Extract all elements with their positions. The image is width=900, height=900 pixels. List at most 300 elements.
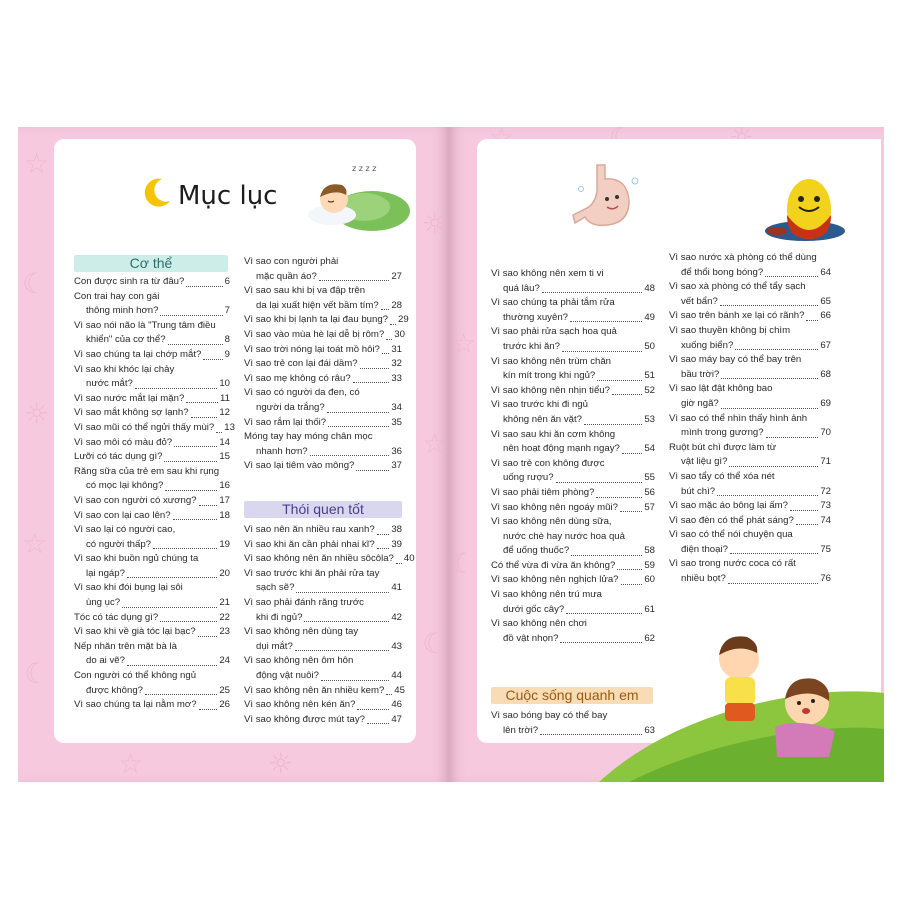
toc-page-number: 49: [644, 311, 655, 323]
toc-entry-title: Vì sao không nên ăn nhiều kem?: [244, 684, 385, 696]
toc-page-number: 47: [391, 713, 402, 725]
toc-page-number: 56: [644, 486, 655, 498]
toc-page-number: 10: [219, 378, 230, 390]
toc-entry: [491, 515, 655, 530]
dot-leader: [620, 511, 642, 512]
dot-leader: [367, 723, 389, 724]
toc-entry: [491, 471, 655, 486]
dot-leader: [127, 665, 217, 666]
section-header-co-the: Cơ thể: [74, 255, 228, 272]
toc-entry-title: Vì sao nên ăn nhiều rau xanh?: [244, 524, 375, 535]
toc-entry-title: Vì sao khi đói bụng lại sôi: [74, 582, 183, 594]
toc-entry-title: Vì sao lật đật không bao: [669, 383, 773, 395]
toc-entry: [74, 363, 230, 378]
toc-entry: [74, 348, 230, 363]
toc-page-number: 57: [644, 501, 655, 513]
toc-entry-title: Vì sao trẻ con không được: [491, 457, 605, 469]
toc-entry-title: bầu trời?: [681, 368, 720, 380]
toc-entry-title: Vì sao máy bay có thể bay trên: [669, 354, 802, 366]
toc-entry-title: Lưỡi có tác dụng gì?: [74, 451, 163, 463]
toc-page-number: 22: [219, 611, 230, 623]
toc-entry: [669, 353, 831, 368]
toc-entry: [244, 640, 402, 655]
toc-entry: [244, 343, 402, 358]
dot-leader: [377, 548, 390, 549]
toc-page-number: 67: [820, 339, 831, 351]
toc-entry: [244, 416, 402, 431]
dot-leader: [377, 534, 390, 535]
toc-entry: [244, 357, 402, 372]
toc-entry-title: Vì sao mắt không sợ lạnh?: [74, 407, 189, 419]
toc-entry-title: Vì sao phải đánh răng trước: [244, 596, 364, 608]
toc-entry: [74, 290, 230, 305]
dot-leader: [186, 402, 218, 403]
dot-leader: [570, 321, 642, 322]
toc-entry: [244, 581, 402, 596]
dot-leader: [165, 490, 217, 491]
dot-leader: [622, 453, 643, 454]
dot-leader: [328, 426, 389, 427]
toc-page-number: 17: [219, 494, 230, 506]
toc-page-number: 74: [820, 514, 831, 526]
toc-entry-title: Vì sao thuyền không bị chìm: [669, 324, 791, 336]
dot-leader: [160, 315, 222, 316]
toc-entry: [74, 494, 230, 509]
toc-entry: [491, 267, 655, 282]
toc-entry: [244, 713, 402, 728]
toc-entry: [244, 596, 402, 611]
star-pattern-icon: ☆: [451, 327, 477, 360]
toc-page-number: 52: [644, 384, 655, 396]
toc-entry-title: Vì sao không nên nhịn tiểu?: [491, 384, 610, 396]
dot-leader: [174, 446, 217, 447]
toc-page-number: 61: [644, 603, 655, 615]
toc-entry-title: lại ngáp?: [86, 567, 125, 579]
toc-entry: [491, 355, 655, 370]
toc-entry-title: Vì sao có người da đen, có: [244, 387, 360, 399]
dot-leader: [617, 569, 642, 570]
toc-entry: [74, 640, 230, 655]
dot-leader: [765, 276, 818, 277]
toc-entry: [244, 372, 402, 387]
toc-entry-title: Vì sao rắm lại thối?: [244, 416, 327, 428]
toc-page-number: 59: [644, 559, 655, 571]
moon-pattern-icon: ☾: [422, 627, 448, 660]
dot-leader: [164, 461, 217, 462]
toc-entry: [244, 284, 402, 299]
toc-page-number: 45: [394, 684, 405, 696]
toc-entry-title: vật liệu gì?: [681, 456, 728, 468]
toc-entry: [669, 397, 831, 412]
toc-entry-title: nên hoạt động mạnh ngay?: [503, 443, 620, 455]
dot-leader: [562, 351, 642, 352]
toc-entry-title: Vì sao khi bị lạnh ta lại đau bụng?: [244, 314, 389, 326]
toc-entry-title: Vì sao bóng bay có thể bay: [491, 710, 608, 721]
toc-page-number: 32: [391, 358, 402, 370]
toc-page-number: 12: [219, 407, 230, 419]
toc-entry: [669, 280, 831, 295]
toc-page-number: 70: [820, 427, 831, 439]
toc-entry: [669, 441, 831, 456]
toc-entry-title: Vì sao không nên chơi: [491, 618, 587, 630]
star-pattern-icon: ☆: [118, 747, 144, 780]
toc-entry-title: lên trời?: [503, 724, 539, 736]
toc-page-number: 37: [391, 460, 402, 472]
dot-leader: [127, 577, 217, 578]
toc-entry: [669, 324, 831, 339]
dot-leader: [168, 344, 223, 345]
toc-entry-title: Vì sao môi có màu đỏ?: [74, 436, 173, 448]
dot-leader: [721, 408, 819, 409]
dot-leader: [790, 510, 818, 511]
toc-page-number: 20: [219, 567, 230, 579]
toc-entry-title: do ai vẽ?: [86, 655, 125, 667]
toc-entry: [74, 698, 230, 713]
toc-entry: [244, 299, 402, 314]
toc-entry: [74, 275, 230, 290]
toc-entry-title: Vì sao phải tiêm phòng?: [491, 486, 595, 498]
toc-entry: [491, 530, 655, 545]
dot-leader: [160, 621, 217, 622]
toc-entry: [74, 436, 230, 451]
toc-page-number: 64: [820, 266, 831, 278]
toc-entry-title: Vì sao không nên ôm hôn: [244, 655, 354, 667]
dot-leader: [199, 709, 218, 710]
toc-page-number: 62: [644, 632, 655, 644]
toc-entry-title: nước chè hay nước hoa quả: [503, 530, 625, 542]
toc-entry-title: Vì sao khi ăn cần phải nhai kĩ?: [244, 538, 375, 550]
toc-entry: [669, 426, 831, 441]
toc-entry-title: Ruột bút chì được làm từ: [669, 441, 777, 453]
toc-entry-title: Vì sao có thể nói chuyện qua: [669, 529, 793, 541]
dot-leader: [186, 286, 222, 287]
toc-page-number: 26: [219, 699, 230, 711]
toc-entry-title: Vì sao con người có xương?: [74, 494, 197, 506]
toc-entry-title: Vì sao trời nóng lại toát mồ hôi?: [244, 343, 380, 355]
toc-entry: [74, 319, 230, 334]
toc-entry: [74, 684, 230, 699]
toc-entry: [491, 573, 655, 588]
toc-page-number: 71: [820, 456, 831, 468]
toc-entry-title: Vì sao trước khi ăn phải rửa tay: [244, 567, 380, 579]
toc-entry-title: nước mắt?: [86, 378, 133, 390]
dot-leader: [612, 394, 642, 395]
toc-page-number: 28: [391, 299, 402, 311]
toc-entry-title: Nếp nhăn trên mặt bà là: [74, 640, 177, 652]
toc-entry: [669, 368, 831, 383]
toc-page-number: 34: [391, 401, 402, 413]
dot-leader: [198, 636, 218, 637]
toc-entry-title: giờ ngã?: [681, 397, 719, 409]
toc-entry: [669, 412, 831, 427]
dot-leader: [135, 388, 217, 389]
toc-entry: [491, 413, 655, 428]
toc-page-number: 69: [820, 397, 831, 409]
svg-text:z z z z: z z z z: [352, 164, 377, 173]
toc-entry: [244, 270, 402, 285]
toc-entry: [491, 457, 655, 472]
toc-entry-title: Tóc có tác dụng gì?: [74, 611, 159, 623]
toc-entry-title: sạch sẽ?: [256, 582, 295, 594]
dot-leader: [153, 548, 217, 549]
dot-leader: [319, 280, 390, 281]
toc-page-number: 63: [644, 724, 655, 736]
toc-entry: [244, 313, 409, 328]
toc-entry: [491, 486, 655, 501]
toc-entry-title: dụi mắt?: [256, 640, 293, 652]
toc-entry: [491, 311, 655, 326]
toc-entry: [244, 538, 402, 553]
star-pattern-icon: ☆: [22, 527, 48, 560]
toc-entry-title: Vì sao không nên ngoáy mũi?: [491, 501, 618, 513]
open-book: [18, 127, 884, 782]
toc-entry-title: Vì sao khi về già tóc lại bạc?: [74, 626, 196, 638]
toc-entry: [669, 499, 831, 514]
toc-entry: [74, 333, 230, 348]
toc-entry: [244, 328, 405, 343]
dot-leader: [729, 466, 818, 467]
dot-leader: [766, 437, 819, 438]
toc-entry-title: mình trong gương?: [681, 427, 764, 439]
toc-entry-title: Vì sao nói não là "Trung tâm điều: [74, 319, 216, 331]
toc-entry-title: Vì sao trước khi đi ngủ: [491, 399, 588, 411]
toc-page-number: 73: [820, 500, 831, 512]
toc-entry: [669, 572, 831, 587]
toc-entry: [491, 501, 655, 516]
dot-leader: [730, 553, 818, 554]
dot-leader: [728, 583, 819, 584]
toc-entry-title: Vì sao không nên xem ti vi: [491, 268, 604, 279]
toc-page-number: 40: [403, 553, 415, 565]
toc-entry-title: người da trắng?: [256, 401, 325, 413]
toc-page-number: 68: [820, 368, 831, 380]
toc-entry-title: Vì sao con người phải: [244, 256, 339, 267]
toc-page-number: 18: [219, 509, 230, 521]
toc-column-1: [74, 275, 235, 713]
toc-entry: [74, 625, 230, 640]
toc-page-number: 25: [219, 684, 230, 696]
dot-leader: [216, 432, 222, 433]
toc-entry-title: Vì sao vào mùa hè lại dễ bị rôm?: [244, 328, 385, 340]
toc-entry: [669, 528, 831, 543]
dot-leader: [353, 382, 390, 383]
dot-leader: [621, 584, 643, 585]
toc-entry-title: khiển" của cơ thể?: [86, 334, 166, 346]
toc-column-2: [244, 255, 409, 474]
toc-entry: [244, 654, 402, 669]
toc-entry-title: Vì sao không nên trùm chăn: [491, 355, 611, 367]
toc-entry: [491, 282, 655, 297]
toc-entry: [244, 523, 402, 538]
toc-entry-title: Răng sữa của trẻ em sau khi rụng: [74, 465, 220, 477]
dot-leader: [597, 380, 642, 381]
toc-entry: [669, 339, 831, 354]
toc-page-number: 13: [224, 421, 235, 433]
sun-pattern-icon: ☼: [24, 397, 50, 430]
sleeping-child-illustration: [302, 159, 412, 231]
dot-leader: [386, 339, 392, 340]
toc-entry: [74, 654, 230, 669]
toc-entry-title: Vì sao không nên ăn nhiều sôcôla?: [244, 553, 394, 565]
dot-leader: [735, 349, 818, 350]
toc-page-number: 42: [391, 611, 402, 623]
children-on-grass-illustration: [599, 607, 884, 782]
dot-leader: [310, 455, 390, 456]
toc-entry-title: Vì sao nước xà phòng có thể dùng: [669, 252, 817, 263]
toc-entry-title: ùng ục?: [86, 597, 121, 609]
section-header-thoi-quen-tot: Thói quen tốt: [244, 501, 402, 518]
toc-page-number: 66: [820, 310, 831, 322]
toc-entry: [244, 459, 402, 474]
toc-page-number: 31: [391, 343, 402, 355]
toc-entry: [669, 251, 831, 266]
toc-page-number: 53: [644, 413, 655, 425]
toc-page-number: 38: [391, 524, 402, 535]
toc-entry-title: nhiều bọt?: [681, 573, 726, 585]
toc-entry: [244, 401, 402, 416]
toc-page-number: 21: [219, 597, 230, 609]
toc-page-number: 6: [224, 276, 230, 287]
dot-leader: [381, 309, 390, 310]
toc-entry-title: Có thể vừa đi vừa ăn không?: [491, 559, 616, 571]
toc-entry-title: trước khi ăn?: [503, 340, 560, 352]
toc-entry-title: động vật nuôi?: [256, 669, 319, 681]
toc-page-number: 8: [224, 334, 230, 346]
toc-entry-title: không nên ăn vặt?: [503, 413, 582, 425]
toc-entry-title: Con được sinh ra từ đâu?: [74, 276, 185, 287]
toc-entry: [74, 669, 230, 684]
toc-entry-title: Vì sao nước mắt lại mặn?: [74, 392, 185, 404]
toc-entry: [74, 567, 230, 582]
toc-entry-title: Vì sao không được mút tay?: [244, 713, 365, 725]
toc-entry: [669, 514, 831, 529]
toc-entry: [244, 669, 402, 684]
toc-page-number: 43: [391, 640, 402, 652]
toc-entry: [244, 684, 405, 699]
toc-entry: [244, 255, 402, 270]
toc-entry: [491, 398, 655, 413]
toc-entry-title: Vì sao lại có người cao,: [74, 524, 176, 536]
dot-leader: [321, 680, 389, 681]
toc-entry: [74, 377, 230, 392]
toc-entry-title: Vì sao sau khi bị va đập trên: [244, 285, 366, 297]
star-pattern-icon: ☆: [24, 147, 50, 180]
toc-entry: [491, 559, 655, 574]
toc-entry: [244, 430, 402, 445]
toc-page-number: 76: [820, 573, 831, 585]
toc-page-number: 46: [391, 699, 402, 711]
toc-entry-title: da lại xuất hiện vết bầm tím?: [256, 299, 379, 311]
moon-icon: [140, 175, 174, 209]
toc-page-number: 29: [398, 314, 409, 326]
toc-entry: [244, 552, 415, 567]
dot-leader: [199, 505, 218, 506]
toc-entry-title: điện thoại?: [681, 543, 728, 555]
toc-page-number: 19: [219, 538, 230, 550]
toc-page-number: 75: [820, 543, 831, 555]
toc-entry-title: Con trai hay con gái: [74, 290, 160, 302]
toc-entry: [244, 386, 402, 401]
toc-entry: [74, 450, 230, 465]
toc-column-3: [491, 267, 655, 646]
toc-entry: [669, 485, 831, 500]
toc-page-number: 30: [394, 328, 405, 340]
toc-entry-title: Vì sao trẻ con lại đái dầm?: [244, 358, 358, 370]
toc-entry-title: Móng tay hay móng chân mọc: [244, 431, 373, 443]
toc-entry: [491, 588, 655, 603]
toc-entry: [74, 596, 230, 611]
toc-page-number: 72: [820, 485, 831, 497]
toc-entry: [244, 698, 402, 713]
moon-pattern-icon: ☾: [22, 267, 48, 300]
toc-entry-title: Vì sao lại tiêm vào mông?: [244, 460, 355, 472]
dot-leader: [122, 607, 217, 608]
dot-leader: [720, 305, 819, 306]
dot-leader: [596, 497, 642, 498]
toc-entry-title: Vì sao trên bánh xe lại có rãnh?: [669, 310, 805, 322]
stomach-illustration: [567, 161, 647, 241]
toc-entry: [74, 465, 230, 480]
toc-entry-title: quá lâu?: [503, 282, 540, 294]
toc-page-number: 41: [391, 582, 402, 594]
toc-entry: [74, 304, 230, 319]
toc-entry-title: Vì sao chúng ta lại nằm mơ?: [74, 699, 197, 711]
toc-entry-title: Vì sao xà phòng có thể tẩy sạch: [669, 281, 806, 293]
toc-page-number: 24: [219, 655, 230, 667]
toc-entry: [669, 266, 831, 281]
toc-page-number: 54: [644, 443, 655, 455]
toc-entry-title: để thổi bong bóng?: [681, 266, 764, 278]
dot-leader: [556, 482, 643, 483]
toc-entry: [74, 509, 230, 524]
toc-entry-title: Vì sao chúng ta lại chớp mắt?: [74, 348, 202, 360]
toc-page-number: 39: [391, 538, 402, 550]
dot-leader: [191, 417, 218, 418]
dot-leader: [356, 470, 389, 471]
toc-entry: [74, 392, 230, 407]
toc-entry: [491, 340, 655, 355]
toc-entry-title: nhanh hơn?: [256, 445, 308, 457]
toc-entry-title: để uống thuốc?: [503, 545, 570, 557]
dot-leader: [145, 694, 217, 695]
toc-page-number: 48: [644, 282, 655, 294]
moon-pattern-icon: ☾: [24, 657, 50, 690]
left-content-panel: [54, 139, 416, 743]
toc-entry-title: Vì sao không nên dùng sữa,: [491, 516, 612, 528]
dot-leader: [571, 555, 642, 556]
toc-entry: [491, 296, 655, 311]
toc-entry: [669, 309, 831, 324]
toc-entry-title: khi đi ngủ?: [256, 611, 303, 623]
toc-page-number: 11: [220, 392, 230, 404]
left-page: [18, 127, 449, 782]
section-header-cuoc-song: Cuộc sống quanh em: [491, 687, 653, 704]
toc-entry: [669, 382, 831, 397]
dot-leader: [796, 524, 819, 525]
toc-entry: [74, 479, 230, 494]
toc-entry: [244, 611, 402, 626]
toc-entry-title: Con người có thể không ngủ: [74, 670, 197, 682]
toc-page-number: 27: [391, 270, 402, 282]
moon-pattern-icon: ☾: [451, 547, 477, 580]
toc-page-number: 51: [644, 370, 655, 382]
toc-entry-title: bút chì?: [681, 485, 716, 497]
toc-entry-title: mặc quần áo?: [256, 270, 317, 282]
sun-pattern-icon: ☼: [268, 747, 294, 780]
dot-leader: [806, 320, 818, 321]
toc-entry-title: Vì sao có thể nhìn thấy hình ảnh: [669, 412, 808, 424]
toc-entry-title: Vì sao không nên trú mưa: [491, 589, 602, 601]
